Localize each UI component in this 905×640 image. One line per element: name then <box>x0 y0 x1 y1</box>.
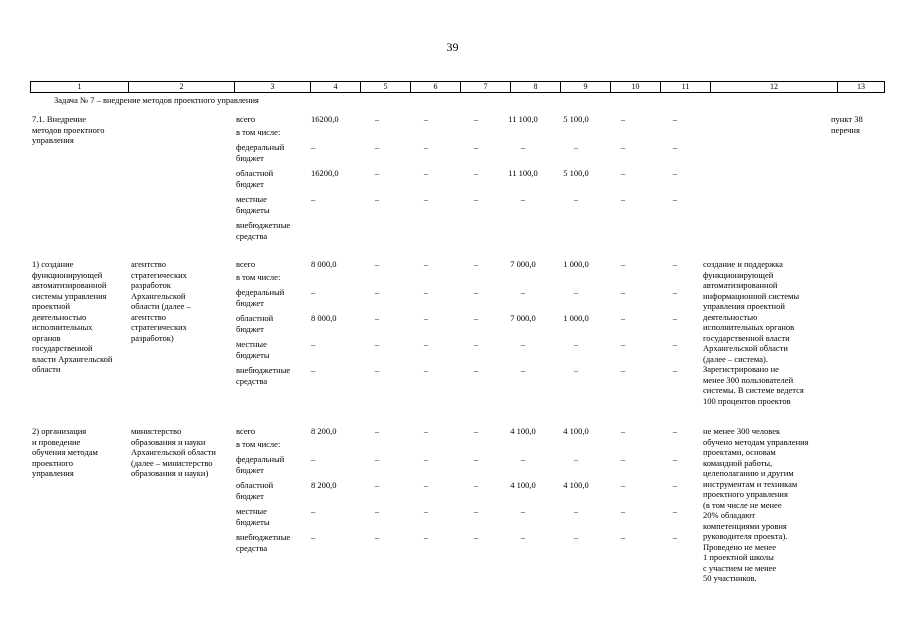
funding-value-c6: – <box>423 142 429 152</box>
funding-value-c9: 4 100,0 <box>563 426 589 436</box>
funding-source-label: областной бюджет <box>236 313 274 334</box>
funding-source-label: внебюджетные средства <box>236 532 291 553</box>
funding-value-c5: – <box>374 287 380 297</box>
funding-value-c5: – <box>374 365 380 375</box>
funding-source-label: всего <box>236 426 256 436</box>
task-title: Задача № 7 – внедрение методов проектного управления <box>54 95 259 105</box>
funding-value-c10: – <box>620 287 626 297</box>
funding-value-c7: – <box>473 168 479 178</box>
funding-value-c9: – <box>573 287 579 297</box>
funding-value-c4: 16200,0 <box>311 114 339 124</box>
funding-value-c4: – <box>311 532 316 542</box>
funding-value-c5: – <box>374 339 380 349</box>
funding-value-c10: – <box>620 339 626 349</box>
funding-value-c4: – <box>311 339 316 349</box>
page-number: 39 <box>446 40 459 54</box>
funding-value-c9: – <box>573 506 579 516</box>
funding-value-c7: – <box>473 142 479 152</box>
funding-value-c10: – <box>620 480 626 490</box>
funding-value-c8: – <box>520 454 526 464</box>
measure-name: 1) создание функционирующей автоматизированной системы управления проектной деятельностью исполнительных органов государственной власти Архангельской области <box>32 259 113 374</box>
funding-value-c4: 8 200,0 <box>311 426 337 436</box>
funding-value-c11: – <box>672 194 678 204</box>
funding-value-c4: – <box>311 454 316 464</box>
funding-value-c5: – <box>374 259 380 269</box>
funding-value-c8: – <box>520 506 526 516</box>
funding-value-c5: – <box>374 114 380 124</box>
funding-value-c10: – <box>620 426 626 436</box>
funding-value-c8: – <box>520 287 526 297</box>
funding-source-label: федеральный бюджет <box>236 287 285 308</box>
funding-value-c6: – <box>423 506 429 516</box>
funding-value-c9: – <box>573 142 579 152</box>
funding-value-c6: – <box>423 287 429 297</box>
funding-value-c11: – <box>672 532 678 542</box>
funding-source-label: в том числе: <box>236 439 281 449</box>
funding-value-c5: – <box>374 168 380 178</box>
funding-value-c6: – <box>423 532 429 542</box>
funding-value-c11: – <box>672 365 678 375</box>
funding-value-c9: – <box>573 194 579 204</box>
funding-value-c6: – <box>423 313 429 323</box>
funding-value-c8: 11 100,0 <box>508 168 538 178</box>
header-col-4: 4 <box>311 82 361 93</box>
measure-name: 7.1. Внедрение методов проектного управления <box>32 114 105 145</box>
funding-source-label: всего <box>236 114 256 124</box>
funding-value-c11: – <box>672 168 678 178</box>
funding-value-c5: – <box>374 426 380 436</box>
funding-value-c4: – <box>311 365 316 375</box>
header-col-3: 3 <box>235 82 311 93</box>
funding-value-c9: 4 100,0 <box>563 480 589 490</box>
header-col-10: 10 <box>611 82 661 93</box>
funding-value-c5: – <box>374 506 380 516</box>
funding-value-c8: – <box>520 194 526 204</box>
funding-source-label: всего <box>236 259 256 269</box>
funding-value-c6: – <box>423 168 429 178</box>
funding-source-label: федеральный бюджет <box>236 454 285 475</box>
funding-value-c6: – <box>423 339 429 349</box>
funding-value-c4: – <box>311 287 316 297</box>
funding-value-c5: – <box>374 142 380 152</box>
funding-value-c11: – <box>672 313 678 323</box>
funding-value-c10: – <box>620 365 626 375</box>
funding-value-c4: – <box>311 194 316 204</box>
funding-value-c7: – <box>473 114 479 124</box>
funding-value-c8: – <box>520 142 526 152</box>
header-col-6: 6 <box>411 82 461 93</box>
funding-value-c4: – <box>311 506 316 516</box>
funding-source-label: областной бюджет <box>236 480 274 501</box>
funding-value-c7: – <box>473 426 479 436</box>
funding-value-c7: – <box>473 287 479 297</box>
header-col-11: 11 <box>661 82 711 93</box>
funding-value-c11: – <box>672 480 678 490</box>
funding-value-c6: – <box>423 259 429 269</box>
column-number-header <box>30 81 885 93</box>
responsible-executor: агентство стратегических разработок Архангельской области (далее – агентство стратегических разработок) <box>131 259 191 343</box>
funding-value-c11: – <box>672 114 678 124</box>
expected-result: не менее 300 человек обучено методам управления проектами, основам командной работы, целеполаганию и другим инструментам и техникам проектного управления (в том числе не менее 20% обладают компетенциями уровня руководителя проекта). Проведено не менее 1 проектной школы с участием не менее 50 участников. <box>703 426 809 583</box>
reference-note: пункт 38 перечня <box>831 114 863 135</box>
funding-value-c8: 7 000,0 <box>510 313 536 323</box>
funding-value-c9: – <box>573 365 579 375</box>
funding-value-c6: – <box>423 480 429 490</box>
header-col-2: 2 <box>129 82 235 93</box>
funding-value-c7: – <box>473 480 479 490</box>
funding-value-c11: – <box>672 259 678 269</box>
header-col-5: 5 <box>361 82 411 93</box>
funding-source-label: в том числе: <box>236 127 281 137</box>
funding-value-c4: 8 000,0 <box>311 259 337 269</box>
funding-value-c11: – <box>672 339 678 349</box>
header-col-13: 13 <box>838 82 885 93</box>
funding-value-c11: – <box>672 426 678 436</box>
funding-value-c7: – <box>473 259 479 269</box>
funding-value-c10: – <box>620 532 626 542</box>
funding-value-c4: 8 200,0 <box>311 480 337 490</box>
funding-value-c11: – <box>672 454 678 464</box>
funding-value-c7: – <box>473 339 479 349</box>
funding-value-c10: – <box>620 142 626 152</box>
funding-value-c5: – <box>374 480 380 490</box>
funding-value-c10: – <box>620 506 626 516</box>
funding-source-label: внебюджетные средства <box>236 365 291 386</box>
funding-value-c6: – <box>423 426 429 436</box>
funding-value-c10: – <box>620 313 626 323</box>
funding-value-c6: – <box>423 454 429 464</box>
funding-value-c7: – <box>473 194 479 204</box>
funding-value-c8: – <box>520 339 526 349</box>
header-col-9: 9 <box>561 82 611 93</box>
funding-value-c8: – <box>520 365 526 375</box>
funding-value-c9: – <box>573 339 579 349</box>
funding-value-c9: 5 100,0 <box>563 168 589 178</box>
header-col-7: 7 <box>461 82 511 93</box>
funding-source-label: внебюджетные средства <box>236 220 291 241</box>
funding-value-c11: – <box>672 287 678 297</box>
funding-value-c10: – <box>620 194 626 204</box>
funding-value-c6: – <box>423 365 429 375</box>
funding-source-label: местные бюджеты <box>236 339 270 360</box>
funding-value-c4: 16200,0 <box>311 168 339 178</box>
funding-source-label: областной бюджет <box>236 168 274 189</box>
funding-value-c8: 11 100,0 <box>508 114 538 124</box>
header-col-12: 12 <box>711 82 838 93</box>
funding-value-c7: – <box>473 365 479 375</box>
funding-value-c4: – <box>311 142 316 152</box>
funding-value-c8: 4 100,0 <box>510 480 536 490</box>
measure-name: 2) организация и проведение обучения методам проектного управления <box>32 426 98 478</box>
funding-source-label: местные бюджеты <box>236 194 270 215</box>
funding-value-c9: 1 000,0 <box>563 259 589 269</box>
funding-value-c11: – <box>672 142 678 152</box>
header-col-8: 8 <box>511 82 561 93</box>
funding-value-c11: – <box>672 506 678 516</box>
funding-value-c8: – <box>520 532 526 542</box>
funding-value-c9: – <box>573 532 579 542</box>
funding-value-c8: 7 000,0 <box>510 259 536 269</box>
funding-value-c9: – <box>573 454 579 464</box>
funding-value-c6: – <box>423 114 429 124</box>
funding-value-c8: 4 100,0 <box>510 426 536 436</box>
funding-value-c7: – <box>473 454 479 464</box>
funding-value-c5: – <box>374 454 380 464</box>
funding-value-c10: – <box>620 454 626 464</box>
funding-source-label: федеральный бюджет <box>236 142 285 163</box>
funding-value-c9: 5 100,0 <box>563 114 589 124</box>
funding-value-c10: – <box>620 168 626 178</box>
funding-value-c10: – <box>620 114 626 124</box>
funding-value-c6: – <box>423 194 429 204</box>
funding-value-c5: – <box>374 313 380 323</box>
responsible-executor: министерство образования и науки Архангельской области (далее – министерство образования и науки) <box>131 426 216 478</box>
funding-value-c7: – <box>473 313 479 323</box>
funding-value-c10: – <box>620 259 626 269</box>
funding-source-label: местные бюджеты <box>236 506 270 527</box>
funding-value-c7: – <box>473 506 479 516</box>
funding-value-c5: – <box>374 532 380 542</box>
funding-source-label: в том числе: <box>236 272 281 282</box>
funding-value-c4: 8 000,0 <box>311 313 337 323</box>
funding-value-c9: 1 000,0 <box>563 313 589 323</box>
funding-value-c5: – <box>374 194 380 204</box>
header-col-1: 1 <box>31 82 129 93</box>
funding-value-c7: – <box>473 532 479 542</box>
expected-result: создание и поддержка функционирующей автоматизированной информационной системы управления проектной деятельностью исполнительных органов государственной власти Архангельской области (далее – система). Зарегистрировано не менее 300 пользователей системы. В системе ведется 100 процентов проектов <box>703 259 804 406</box>
